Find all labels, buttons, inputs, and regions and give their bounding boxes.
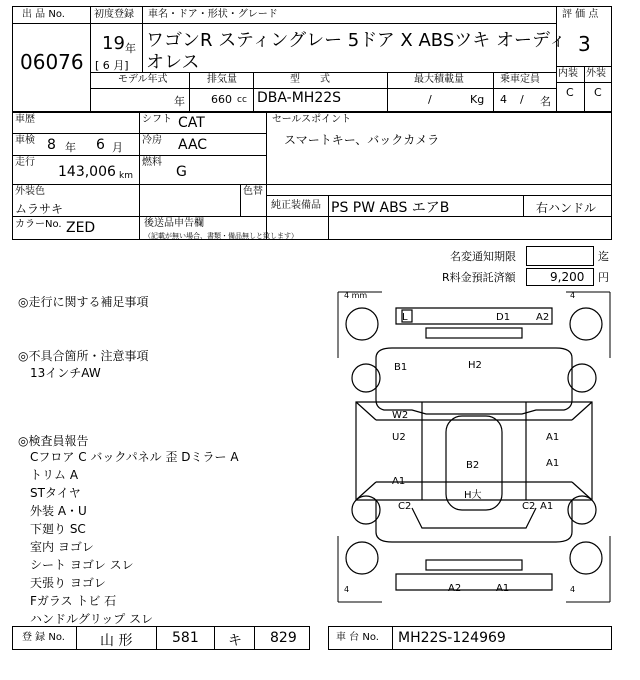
car-name-line2: オレス (146, 52, 200, 73)
inspector-line: シート ヨゴレ スレ (30, 558, 134, 572)
mark: D1 (496, 312, 511, 323)
capacity: 4 (500, 93, 507, 106)
fuel: G (176, 164, 187, 180)
displacement-unit: cc (237, 95, 247, 105)
inspector-line: STタイヤ (30, 486, 81, 500)
max-load: / (428, 93, 432, 106)
r-fee-value: 9,200 (550, 270, 585, 284)
color-no: ZED (66, 220, 96, 236)
score: 3 (578, 32, 591, 56)
ext-color-label: 外装色 (15, 186, 45, 197)
lot-no-label: 出 品 No. (22, 9, 65, 20)
defect-item: 13インチAW (30, 366, 101, 380)
tire-depth-rl: 4 (344, 585, 350, 594)
notice-unit: 迄 (598, 250, 609, 263)
car-body (356, 308, 592, 590)
inspector-line: ハンドルグリップ スレ (30, 612, 154, 626)
model-year-label: モデル年式 (118, 74, 168, 85)
ac: AAC (178, 137, 208, 153)
color-no-label: カラーNo. (15, 219, 62, 230)
reg-year-unit: 年 (125, 42, 136, 55)
car-label: 車名・ドア・形状・グレード (148, 9, 278, 20)
ac-label: 冷房 (142, 135, 162, 146)
mark: B2 (466, 460, 480, 471)
displacement: 660 (211, 93, 232, 106)
reg-month: [ 6 月] (95, 59, 129, 72)
model-year-unit: 年 (174, 95, 185, 108)
mark: H大 (464, 490, 482, 501)
damage-marks (392, 312, 559, 594)
sales-point-label: セールスポイント (272, 114, 352, 125)
mark: A1 (496, 583, 510, 594)
max-load-unit: Kg (470, 93, 485, 106)
tire-depth-fl: 4 mm (344, 291, 368, 300)
chassis-label: 車 台 No. (336, 632, 379, 643)
inspection-year-unit: 年 (65, 141, 76, 154)
aftermarket-label: 後送品申告欄 (144, 218, 204, 229)
damage-diagram (336, 288, 612, 606)
fuel-label: 燃料 (142, 157, 162, 168)
mark: A1 (392, 476, 406, 487)
r-fee-unit: 円 (598, 271, 609, 284)
inspector-line: トリム A (30, 468, 79, 482)
inspector-line: 下廻り SC (30, 522, 86, 536)
mileage-label: 走行 (15, 157, 35, 168)
shift-label: シフト (142, 114, 172, 125)
exterior-grade: C (594, 86, 602, 99)
r-fee-label: R料金預託済額 (442, 271, 516, 284)
inspection-month: 6 (96, 137, 105, 153)
mileage: 143,006 (58, 164, 116, 180)
mileage-unit: km (119, 171, 133, 181)
capacity-label: 乗車定員 (500, 74, 540, 85)
mark: A2 (536, 312, 550, 323)
defects-title: ◎不具合箇所・注意事項 (18, 349, 149, 363)
mark: C2 (398, 501, 412, 512)
lot-no: 06076 (20, 50, 84, 74)
driving-title: ◎走行に関する補足事項 (18, 295, 149, 309)
mark: W2 (392, 410, 409, 421)
chassis-no: MH22S-124969 (398, 630, 506, 646)
mark: A1 (540, 501, 554, 512)
history-label: 車歴 (15, 114, 35, 125)
recolor-label: 色替 (243, 186, 263, 197)
interior-grade: C (566, 86, 574, 99)
mark: A1 (546, 432, 560, 443)
inspector-line: 外装 A・U (30, 504, 87, 518)
notice-label: 名変通知期限 (450, 250, 516, 263)
reg-no-label: 登 録 No. (22, 632, 65, 643)
mark: B1 (394, 362, 408, 373)
car-name-line1: ワゴンR スティングレー 5ドア X ABSツキ オーディ (146, 30, 567, 51)
interior-label: 内装 (558, 68, 578, 79)
model-type: DBA-MH22S (257, 90, 342, 106)
model-type-label: 型 式 (290, 74, 330, 85)
exterior-label: 外装 (586, 68, 606, 79)
mark: L (402, 312, 408, 323)
steering: 右ハンドル (536, 201, 597, 215)
notice-box (526, 246, 594, 266)
inspector-line: 天張り ヨゴレ (30, 576, 106, 590)
mark: H2 (468, 360, 482, 371)
sales-point: スマートキー、バックカメラ (284, 133, 440, 147)
shift: CAT (178, 115, 205, 131)
inspection-label: 車検 (15, 135, 35, 146)
capacity-unit: 名 (540, 95, 551, 108)
equipment-label: 純正装備品 (271, 200, 321, 211)
first-reg-label: 初度登録 (94, 9, 134, 20)
mark: A2 (448, 583, 462, 594)
inspector-title: ◎検査員報告 (18, 434, 89, 448)
ext-color: ムラサキ (15, 202, 64, 216)
inspector-line: 室内 ヨゴレ (30, 540, 94, 554)
reg-number: 829 (270, 630, 297, 646)
tire-depth-rr: 4 (570, 585, 576, 594)
reg-kana: キ (228, 633, 242, 649)
reg-year: 19 (102, 33, 125, 54)
mark: A1 (546, 458, 560, 469)
inspector-line: Cフロア C バックパネル 歪 Dミラー A (30, 450, 239, 464)
capacity-sep: / (520, 93, 524, 106)
aftermarket-note: （記載が無い場合、書類・備品無しと致します） (144, 232, 298, 240)
reg-class: 581 (172, 630, 199, 646)
inspection-month-unit: 月 (112, 141, 123, 154)
tire-depth-fr: 4 (570, 291, 576, 300)
score-label: 評 価 点 (562, 9, 599, 20)
inspector-line: Fガラス トビ 石 (30, 594, 117, 608)
mark: U2 (392, 432, 406, 443)
mark: C2 (522, 501, 536, 512)
inspection-year: 8 (47, 137, 56, 153)
equipment: PS PW ABS エアB (331, 200, 450, 216)
reg-place: 山 形 (100, 633, 133, 649)
max-load-label: 最大積載量 (414, 74, 464, 85)
displacement-label: 排気量 (207, 74, 237, 85)
